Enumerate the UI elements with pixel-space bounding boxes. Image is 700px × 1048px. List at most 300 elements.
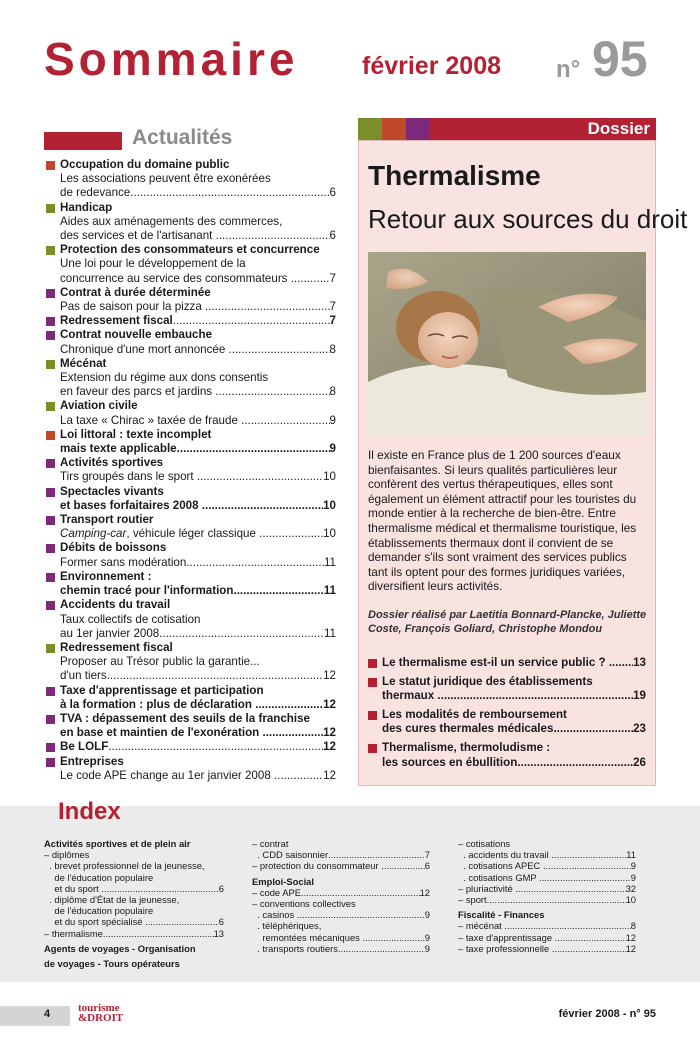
toc-line-text: – conventions collectives — [252, 898, 356, 910]
toc-line-text: de voyages - Tours opérateurs — [44, 958, 180, 970]
toc-line — [382, 722, 646, 737]
leader-dots — [504, 920, 630, 931]
toc-line — [60, 769, 336, 783]
toc-item-title — [60, 357, 336, 371]
index-entry — [252, 932, 430, 943]
toc-item-title — [60, 740, 336, 754]
toc-line-text: de l'éducation populaire — [44, 871, 154, 883]
toc-item — [46, 598, 336, 641]
toc-line — [60, 442, 336, 456]
toc-line — [60, 229, 336, 243]
section-heading-actualites: Actualités — [132, 126, 233, 149]
index-entry — [252, 887, 430, 898]
square-bullet-icon — [46, 573, 55, 582]
square-bullet-icon — [368, 678, 377, 687]
toc-line-text: Camping-car — [60, 527, 127, 541]
toc-line-text: Contrat nouvelle embauche — [60, 328, 213, 342]
toc-line-text: et bases forfaitaires 2008 — [60, 498, 202, 512]
toc-line-text: – code APE — [252, 886, 301, 898]
page-number: 7 — [329, 314, 336, 328]
toc-line-text-rest: , véhicule léger classique — [126, 527, 260, 541]
leader-dots — [202, 499, 323, 513]
toc-line-text: Le thermalisme est-il un service public ? — [382, 656, 609, 669]
toc-item-title — [60, 428, 336, 442]
leader-dots — [177, 442, 330, 456]
index-heading: Index — [58, 798, 121, 825]
page-number: 10 — [323, 527, 336, 541]
index-entry — [458, 883, 636, 894]
leader-dots — [297, 909, 425, 920]
leader-dots — [543, 860, 631, 871]
index-entry — [44, 872, 224, 883]
toc-line-text: . casinos — [252, 909, 297, 921]
dossier-authors: Dossier réalisé par Laetitia Bonnard-Plancke, Juliette Coste, François Goliard, Christophe Mondou — [368, 609, 647, 636]
leader-dots — [328, 849, 425, 860]
dossier-article — [368, 741, 646, 770]
toc-line-text: – contrat — [252, 838, 289, 849]
toc-line-text: de l'éducation populaire — [44, 905, 154, 917]
toc-line-text: Loi littoral : texte incomplet — [60, 427, 212, 441]
dossier-header-strip — [358, 118, 656, 140]
toc-line — [60, 527, 336, 541]
square-bullet-icon — [46, 459, 55, 468]
leader-dots — [103, 928, 214, 939]
leader-dots — [362, 932, 424, 943]
leader-dots — [241, 414, 329, 428]
toc-line-text: au 1er janvier 2008 — [60, 626, 160, 640]
toc-line-text: Proposer au Trésor public la garantie... — [60, 655, 260, 669]
dossier-article — [368, 708, 646, 737]
page-number: 12 — [323, 726, 336, 740]
index-entry — [252, 909, 430, 920]
index-entry — [44, 905, 224, 916]
square-bullet-icon — [46, 758, 55, 767]
toc-line-text: . téléphériques, — [252, 920, 322, 932]
toc-line-text: en base et maintien de l'exonération — [60, 726, 263, 740]
toc-line-text: Protection des consommateurs et concurrence — [60, 243, 320, 257]
toc-line-text: à la formation : plus de déclaration — [60, 697, 256, 711]
toc-line-text: – diplômes — [44, 849, 90, 861]
toc-item-title — [60, 598, 336, 612]
leader-dots — [609, 656, 633, 671]
page-number: 9 — [424, 931, 430, 943]
square-bullet-icon — [46, 431, 55, 440]
toc-item — [46, 314, 336, 328]
index-entry — [44, 894, 224, 905]
toc-line-text: chemin tracé pour l'information — [60, 584, 234, 598]
page-number: 10 — [625, 894, 636, 906]
square-bullet-icon — [46, 402, 55, 411]
square-bullet-icon — [368, 711, 377, 720]
leader-dots — [197, 470, 323, 484]
toc-line-text: Mécénat — [60, 356, 107, 370]
toc-line-text: Taxe d'apprentissage et participation — [60, 683, 264, 697]
leader-dots — [338, 943, 425, 954]
footer-page-number: 4 — [44, 1008, 51, 1020]
page-number: 10 — [323, 470, 336, 484]
square-bullet-icon — [46, 161, 55, 170]
page-number: 13 — [213, 927, 224, 939]
leader-dots — [381, 860, 425, 871]
index-entry — [44, 916, 224, 927]
toc-line — [382, 741, 646, 756]
toc-line-text: Taux collectifs de cotisation — [60, 612, 201, 626]
toc-line-text: – thermalisme — [44, 927, 103, 939]
index-category — [458, 909, 636, 920]
toc-line-text: Handicap — [60, 200, 113, 214]
toc-item-title — [60, 755, 336, 769]
square-bullet-icon — [46, 544, 55, 553]
square-bullet-icon — [46, 360, 55, 369]
toc-line-text: Thermalisme, thermoludisme : — [382, 740, 551, 754]
toc-line-text: Contrat à durée déterminée — [60, 285, 211, 299]
toc-line-text: . accidents du travail — [458, 849, 552, 861]
page-number: 12 — [323, 697, 336, 711]
leader-dots — [186, 556, 324, 570]
toc-line-text: d'un tiers — [60, 669, 107, 683]
toc-item-title — [60, 513, 336, 527]
page-number: 9 — [630, 860, 636, 872]
leader-dots — [291, 272, 330, 286]
index-column-1 — [44, 838, 224, 969]
index-entry — [44, 928, 224, 939]
leader-dots — [262, 726, 323, 740]
index-entry — [44, 849, 224, 860]
index-entry — [458, 920, 636, 931]
strip-segment-green — [358, 118, 382, 140]
toc-line — [60, 669, 336, 683]
toc-line — [60, 414, 336, 428]
toc-line — [60, 499, 336, 513]
toc-line — [60, 371, 336, 385]
toc-line — [60, 272, 336, 286]
page-number: 23 — [633, 722, 646, 736]
page-number: 7 — [424, 849, 430, 861]
toc-line-text: – protection du consommateur — [252, 860, 382, 872]
leader-dots — [159, 627, 324, 641]
page-number: 26 — [633, 755, 646, 769]
index-entry — [458, 860, 636, 871]
leader-dots — [301, 887, 420, 898]
toc-item — [46, 243, 336, 286]
toc-line-text: et du sport spécialisé — [44, 916, 146, 928]
square-bullet-icon — [46, 204, 55, 213]
toc-line-text: – mécénat — [458, 920, 505, 932]
toc-line-text: de redevance — [60, 186, 131, 200]
dossier-label: Dossier — [587, 119, 650, 138]
toc-line-text: TVA : dépassement des seuils de la franchise — [60, 711, 311, 725]
toc-line-text: Activités sportives et de plein air — [44, 838, 191, 849]
toc-line-text: Chronique d'une mort annoncée — [60, 342, 229, 356]
toc-line-text: . diplôme d'État de la jeunesse, — [44, 894, 180, 906]
toc-line — [60, 613, 336, 627]
toc-line-text: . CDD saisonnier — [252, 849, 329, 861]
index-entry — [252, 838, 430, 849]
index-entry — [252, 920, 430, 931]
page-number: 6 — [218, 916, 224, 928]
toc-line-text: des cures thermales médicales — [382, 722, 554, 736]
dossier-intro-text: Il existe en France plus de 1 200 sources d'eaux bienfaisantes. Si leurs qualités particulières leur confèrent des vertus thérapeutiques, elles sont également un élément attractif pour les touristes du monde entier à la recherche de bien-être. Entre thermalisme médical et thermalisme touristique, les établissements thermaux dont il convient de se demander s'ils sont vraiment des services publics tant ils optent pour des formes juridiques variées, diversifient leurs activités. — [368, 448, 637, 594]
toc-line-text: et du sport — [44, 882, 102, 894]
toc-item — [46, 201, 336, 244]
index-column-3 — [458, 838, 636, 954]
toc-line-text: Activités sportives — [60, 456, 164, 470]
toc-item — [46, 641, 336, 684]
toc-item-title — [60, 456, 336, 470]
toc-item-title — [60, 286, 336, 300]
toc-line-text: Fiscalité - Finances — [458, 909, 545, 921]
index-category — [44, 958, 224, 969]
square-bullet-icon — [368, 744, 377, 753]
toc-line — [382, 689, 646, 704]
toc-item-title — [60, 328, 336, 342]
index-entry — [252, 943, 430, 954]
toc-line-text: Les modalités de remboursement — [382, 707, 567, 721]
toc-line-text: La taxe « Chirac » taxée de fraude — [60, 413, 242, 427]
toc-line — [382, 656, 646, 671]
toc-item — [46, 541, 336, 569]
toc-line-text: Accidents du travail — [60, 598, 171, 612]
toc-line-text: Agents de voyages - Organisation — [44, 942, 196, 954]
page-number: 11 — [323, 584, 336, 598]
index-entry — [458, 932, 636, 943]
toc-item — [46, 485, 336, 513]
page-number: 19 — [633, 689, 646, 703]
toc-line-text: . cotisations GMP — [458, 871, 540, 883]
dossier-article — [368, 675, 646, 704]
page-number: 12 — [419, 886, 430, 898]
toc-line — [60, 300, 336, 314]
leader-dots — [551, 849, 626, 860]
square-bullet-icon — [46, 488, 55, 497]
toc-item — [46, 399, 336, 427]
toc-line-text: . transports routiers — [252, 942, 338, 954]
page-number: 9 — [329, 413, 336, 427]
toc-line-text: . cotisations APEC — [458, 860, 543, 872]
leader-dots — [555, 932, 626, 943]
leader-dots — [517, 756, 633, 771]
leader-dots — [215, 385, 329, 399]
toc-line-text: – pluriactivité — [458, 882, 516, 894]
index-category — [44, 838, 224, 849]
toc-item-title — [60, 712, 336, 726]
footer-page-band — [0, 1006, 70, 1026]
toc-line-text: Spectacles vivants — [60, 484, 164, 498]
toc-line-text: – taxe d'apprentissage — [458, 931, 555, 943]
leader-dots — [553, 722, 633, 737]
toc-item — [46, 755, 336, 783]
index-category — [252, 876, 430, 887]
page-number: 9 — [424, 942, 430, 954]
toc-line-text: Environnement : — [60, 569, 152, 583]
toc-line-text: Les associations peuvent être exonérées — [60, 172, 271, 186]
toc-line — [60, 343, 336, 357]
leader-dots — [233, 584, 323, 598]
toc-line — [60, 655, 336, 669]
toc-line-text: Aviation civile — [60, 399, 138, 413]
page-number: 7 — [329, 271, 336, 285]
toc-item — [46, 513, 336, 541]
leader-dots — [145, 916, 219, 927]
toc-line-text: Entreprises — [60, 754, 124, 768]
toc-item-title — [60, 684, 336, 698]
toc-line — [60, 385, 336, 399]
toc-line — [60, 215, 336, 229]
toc-line-text: Transport routier — [60, 513, 154, 527]
index-entry — [252, 849, 430, 860]
toc-item-title — [60, 399, 336, 413]
toc-line — [60, 470, 336, 484]
toc-line — [60, 726, 336, 740]
leader-dots — [437, 689, 633, 704]
toc-item — [46, 570, 336, 598]
index-entry — [458, 894, 636, 905]
toc-item-title — [60, 541, 336, 555]
leader-dots — [205, 300, 330, 314]
toc-line — [60, 172, 336, 186]
toc-item-title — [60, 641, 336, 655]
page-number: 7 — [329, 300, 336, 314]
toc-item — [46, 740, 336, 754]
toc-line — [382, 708, 646, 723]
issue-number: 95 — [592, 31, 648, 87]
leader-dots — [108, 740, 323, 754]
toc-item — [46, 158, 336, 201]
toc-line-text: Former sans modération — [60, 555, 187, 569]
index-entry — [458, 849, 636, 860]
square-bullet-icon — [46, 289, 55, 298]
toc-line — [60, 257, 336, 271]
dossier-article-list — [368, 656, 646, 774]
toc-item — [46, 456, 336, 484]
toc-line-text: Redressement fiscal — [60, 314, 173, 328]
toc-line-text: . brevet professionnel de la jeunesse, — [44, 860, 205, 872]
toc-item — [46, 712, 336, 740]
page-number: 11 — [626, 849, 636, 861]
leader-dots — [173, 314, 330, 328]
toc-item — [46, 428, 336, 456]
strip-segment-purple — [406, 118, 430, 140]
page-number: 6 — [424, 860, 430, 872]
page-number: 12 — [625, 942, 636, 954]
index-entry — [252, 860, 430, 871]
square-bullet-icon — [46, 743, 55, 752]
page-number: 12 — [323, 740, 336, 754]
toc-line-text: Occupation du domaine public — [60, 158, 230, 171]
page-number: 9 — [630, 871, 636, 883]
toc-line-text: Une loi pour le développement de la — [60, 257, 246, 271]
spa-photo — [368, 252, 646, 435]
square-bullet-icon — [46, 715, 55, 724]
leader-dots — [101, 883, 218, 894]
page-number: 6 — [329, 186, 336, 200]
toc-item-title — [60, 243, 336, 257]
page-number: 9 — [424, 909, 430, 921]
leader-dots — [539, 872, 631, 883]
dossier-article — [368, 656, 646, 671]
page-number: 8 — [329, 385, 336, 399]
toc-line-text: Aides aux aménagements des commerces, — [60, 214, 283, 228]
index-category — [44, 943, 224, 954]
issue-number-prefix: n° — [556, 56, 581, 83]
toc-line-text: Emploi-Social — [252, 875, 314, 887]
toc-item-title — [60, 314, 336, 328]
index-entry — [458, 872, 636, 883]
publication-logo-bottom: &DROIT — [78, 1012, 124, 1024]
toc-item — [46, 328, 336, 356]
toc-line — [60, 584, 336, 598]
toc-line-text: les sources en ébullition — [382, 755, 518, 769]
page-number: 12 — [323, 669, 336, 683]
leader-dots — [255, 698, 323, 712]
footer-issue-date: février 2008 - n° 95 — [558, 1008, 656, 1020]
page-number: 6 — [218, 882, 224, 894]
index-entry — [458, 943, 636, 954]
toc-item — [46, 357, 336, 400]
leader-dots — [259, 527, 323, 541]
leader-dots — [107, 669, 323, 683]
toc-line-text: des services et de l'artisanant — [60, 229, 216, 243]
toc-line-text: Le statut juridique des établissements — [382, 674, 593, 688]
page-number: 10 — [323, 498, 336, 512]
square-bullet-icon — [46, 317, 55, 326]
index-entry — [44, 860, 224, 871]
issue-date: février 2008 — [362, 52, 502, 80]
page-number: 13 — [633, 656, 646, 669]
page-number: 6 — [329, 229, 336, 243]
page-number: 8 — [329, 342, 336, 356]
toc-line — [60, 698, 336, 712]
page-number: 9 — [329, 442, 336, 456]
leader-dots — [515, 883, 625, 894]
toc-line-text: Be LOLF — [60, 740, 109, 754]
toc-line-text: Pas de saison pour la pizza — [60, 300, 206, 314]
toc-line-text: Redressement fiscal — [60, 640, 173, 654]
index-entry — [252, 898, 430, 909]
square-bullet-icon — [46, 644, 55, 653]
toc-item-title — [60, 201, 336, 215]
leader-dots — [552, 943, 626, 954]
toc-line — [60, 627, 336, 641]
index-entry — [44, 883, 224, 894]
dossier-title: Thermalisme — [368, 160, 541, 191]
toc-item-title — [60, 570, 336, 584]
section-color-bar — [44, 132, 122, 150]
square-bullet-icon — [368, 659, 377, 668]
toc-line-text: – taxe professionnelle — [458, 942, 552, 954]
toc-line — [60, 556, 336, 570]
leader-dots — [130, 186, 329, 200]
toc-item-title — [60, 158, 336, 172]
square-bullet-icon — [46, 331, 55, 340]
dossier-subtitle: Retour aux sources du droit — [368, 204, 688, 234]
leader-dots — [274, 769, 323, 783]
toc-line-text: mais texte applicable — [60, 442, 177, 456]
toc-item — [46, 286, 336, 314]
publication-logo-top: tourisme — [78, 1002, 120, 1014]
toc-line-text: concurrence au service des consommateurs — [60, 271, 291, 285]
leader-dots — [216, 229, 330, 243]
toc-line — [382, 675, 646, 690]
page-title: Sommaire — [44, 33, 299, 85]
leader-dots — [229, 343, 330, 357]
index-entry — [458, 838, 636, 849]
toc-item — [46, 684, 336, 712]
page-number: 8 — [630, 920, 636, 932]
toc-line-text: Extension du régime aux dons consentis — [60, 371, 269, 385]
square-bullet-icon — [46, 516, 55, 525]
page-number: 12 — [323, 768, 336, 782]
